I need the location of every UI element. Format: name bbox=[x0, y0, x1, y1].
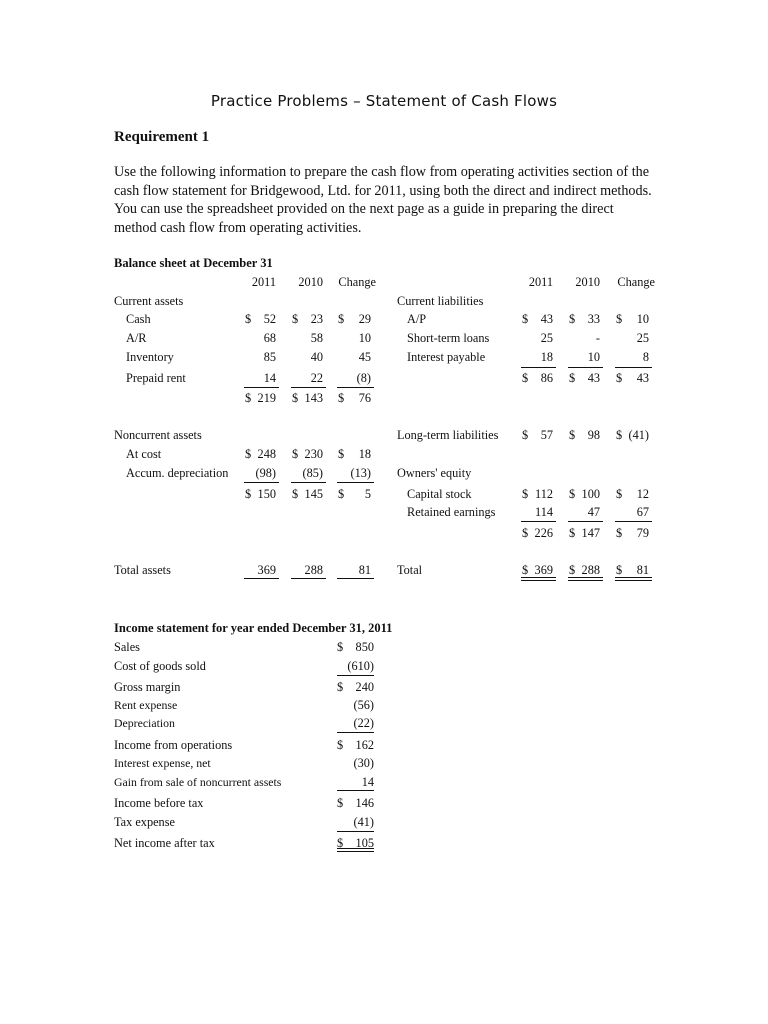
long-term-row-dollar-sign: $ bbox=[569, 428, 576, 442]
noncurrent-row-y2010: (85) bbox=[302, 466, 323, 480]
income-row-dollar-sign: $ bbox=[337, 640, 344, 654]
equity-label: Capital stock bbox=[407, 487, 472, 501]
income-row-dollar-sign: $ bbox=[337, 738, 344, 752]
long-term-row-y2011: 57 bbox=[540, 428, 553, 442]
underline bbox=[615, 367, 652, 368]
noncurrent-total-change: 5 bbox=[364, 487, 371, 501]
underline bbox=[615, 521, 652, 522]
liability-row-y2010: - bbox=[595, 331, 600, 345]
asset-row-dollar-sign: $ bbox=[245, 312, 252, 326]
underline bbox=[337, 732, 374, 733]
liability-label: Interest payable bbox=[407, 350, 486, 364]
income-row-value: (41) bbox=[353, 815, 374, 829]
income-row-value: (22) bbox=[353, 716, 374, 730]
income-row-label: Cost of goods sold bbox=[114, 659, 206, 673]
noncurrent-row-y2011: 248 bbox=[257, 447, 276, 461]
current-assets-total-dollar-sign: $ bbox=[338, 391, 345, 405]
current-assets-total-dollar-sign: $ bbox=[292, 391, 299, 405]
long-term-row-dollar-sign: $ bbox=[522, 428, 529, 442]
equity-row-dollar-sign: $ bbox=[569, 487, 576, 501]
current-assets-total-y2011: 219 bbox=[257, 391, 276, 405]
asset-row-y2011: 52 bbox=[263, 312, 276, 326]
underline bbox=[337, 578, 374, 579]
income-row-value: (610) bbox=[347, 659, 374, 673]
liability-row-y2011: 43 bbox=[540, 312, 553, 326]
asset-row-dollar-sign: $ bbox=[338, 312, 345, 326]
col-header-2011: 2011 bbox=[251, 275, 276, 289]
noncurrent-row-dollar-sign: $ bbox=[338, 447, 345, 461]
current-liabilities-total-dollar-sign: $ bbox=[616, 371, 623, 385]
equity-total-dollar-sign: $ bbox=[569, 526, 576, 540]
income-row-value: 240 bbox=[355, 680, 374, 694]
double-underline bbox=[521, 577, 556, 581]
equity-total-dollar-sign: $ bbox=[616, 526, 623, 540]
liability-row-dollar-sign: $ bbox=[616, 312, 623, 326]
balance-sheet-heading: Balance sheet at December 31 bbox=[114, 256, 273, 270]
liability-label: A/P bbox=[407, 312, 427, 326]
underline bbox=[337, 831, 374, 832]
income-row-label: Net income after tax bbox=[114, 836, 215, 850]
asset-row-y2011: 85 bbox=[263, 350, 276, 364]
underline bbox=[244, 578, 279, 579]
col-header-2010: 2010 bbox=[575, 275, 600, 289]
current-assets-total-y2010: 143 bbox=[304, 391, 323, 405]
equity-row-y2011: 112 bbox=[535, 487, 553, 501]
total-assets-label: Total assets bbox=[114, 563, 171, 577]
current-liabilities-total-y2011: 86 bbox=[540, 371, 553, 385]
asset-row-dollar-sign: $ bbox=[292, 312, 299, 326]
liability-row-dollar-sign: $ bbox=[569, 312, 576, 326]
liability-row-change: 10 bbox=[636, 312, 649, 326]
asset-row-y2011: 68 bbox=[263, 331, 276, 345]
long-term-row-y2010: 98 bbox=[587, 428, 600, 442]
income-row-value: 850 bbox=[355, 640, 374, 654]
long-term-liabilities-label: Long-term liabilities bbox=[397, 428, 499, 442]
income-row-value: 14 bbox=[361, 775, 374, 789]
current-liabilities-total-change: 43 bbox=[636, 371, 649, 385]
equity-total-y2011: 226 bbox=[534, 526, 553, 540]
liability-row-dollar-sign: $ bbox=[522, 312, 529, 326]
total-row-y2011: 369 bbox=[534, 563, 553, 577]
total-assets-row-y2011: 369 bbox=[257, 563, 276, 577]
long-term-row-dollar-sign: $ bbox=[616, 428, 623, 442]
asset-row-y2010: 58 bbox=[310, 331, 323, 345]
noncurrent-total-dollar-sign: $ bbox=[245, 487, 252, 501]
underline bbox=[337, 482, 374, 483]
col-header-change: Change bbox=[338, 275, 376, 289]
col-header-2011: 2011 bbox=[528, 275, 553, 289]
double-underline bbox=[337, 848, 374, 852]
noncurrent-total-dollar-sign: $ bbox=[338, 487, 345, 501]
noncurrent-row-y2011: (98) bbox=[255, 466, 276, 480]
liability-row-change: 25 bbox=[636, 331, 649, 345]
income-row-label: Gain from sale of noncurrent assets bbox=[114, 775, 282, 789]
underline bbox=[568, 367, 603, 368]
noncurrent-label: Accum. depreciation bbox=[126, 466, 229, 480]
noncurrent-total-dollar-sign: $ bbox=[292, 487, 299, 501]
asset-label: Prepaid rent bbox=[126, 371, 186, 385]
income-row-value: 105 bbox=[355, 836, 374, 850]
asset-row-y2010: 23 bbox=[310, 312, 323, 326]
underline bbox=[291, 482, 326, 483]
income-row-label: Interest expense, net bbox=[114, 756, 211, 770]
equity-row-y2010: 47 bbox=[587, 505, 600, 519]
underline bbox=[568, 521, 603, 522]
equity-total-dollar-sign: $ bbox=[522, 526, 529, 540]
equity-row-change: 67 bbox=[636, 505, 649, 519]
owners-equity-label: Owners' equity bbox=[397, 466, 472, 480]
asset-row-change: (8) bbox=[356, 371, 371, 385]
double-underline bbox=[615, 577, 652, 581]
income-row-value: (30) bbox=[353, 756, 374, 770]
total-assets-row-y2010: 288 bbox=[304, 563, 323, 577]
current-liabilities-total-dollar-sign: $ bbox=[569, 371, 576, 385]
income-row-label: Sales bbox=[114, 640, 140, 654]
current-liabilities-total-y2010: 43 bbox=[587, 371, 600, 385]
equity-row-change: 12 bbox=[636, 487, 649, 501]
income-row-label: Rent expense bbox=[114, 698, 178, 712]
asset-label: Inventory bbox=[126, 350, 174, 364]
total-assets-row-change: 81 bbox=[358, 563, 371, 577]
income-row-label: Depreciation bbox=[114, 716, 175, 730]
asset-row-y2011: 14 bbox=[263, 371, 276, 385]
income-row-label: Income before tax bbox=[114, 796, 204, 810]
noncurrent-row-y2010: 230 bbox=[304, 447, 323, 461]
underline bbox=[521, 367, 556, 368]
noncurrent-total-y2011: 150 bbox=[257, 487, 276, 501]
asset-row-change: 45 bbox=[358, 350, 371, 364]
total-row-dollar-sign: $ bbox=[522, 563, 529, 577]
income-row-value: (56) bbox=[353, 698, 374, 712]
underline bbox=[521, 521, 556, 522]
income-statement-heading: Income statement for year ended December 31, 2011 bbox=[114, 621, 393, 635]
asset-row-change: 29 bbox=[358, 312, 371, 326]
noncurrent-total-y2010: 145 bbox=[304, 487, 323, 501]
equity-row-dollar-sign: $ bbox=[616, 487, 623, 501]
liability-label: Short-term loans bbox=[407, 331, 490, 345]
equity-total-change: 79 bbox=[636, 526, 649, 540]
underline bbox=[291, 578, 326, 579]
income-row-value: 146 bbox=[355, 796, 374, 810]
noncurrent-label: At cost bbox=[126, 447, 162, 461]
equity-label: Retained earnings bbox=[407, 505, 496, 519]
income-row-label: Income from operations bbox=[114, 738, 233, 752]
underline bbox=[244, 482, 279, 483]
asset-row-y2010: 22 bbox=[310, 371, 323, 385]
current-assets-total-change: 76 bbox=[358, 391, 371, 405]
income-row-value: 162 bbox=[355, 738, 374, 752]
asset-row-y2010: 40 bbox=[310, 350, 323, 364]
underline bbox=[337, 790, 374, 791]
double-underline bbox=[568, 577, 603, 581]
equity-total-y2010: 147 bbox=[581, 526, 600, 540]
noncurrent-row-change: 18 bbox=[358, 447, 371, 461]
underline bbox=[291, 387, 326, 388]
equity-row-y2011: 114 bbox=[535, 505, 553, 519]
underline bbox=[337, 387, 374, 388]
equity-row-y2010: 100 bbox=[581, 487, 600, 501]
noncurrent-assets-label: Noncurrent assets bbox=[114, 428, 202, 442]
page-title: Practice Problems – Statement of Cash Flows bbox=[210, 92, 558, 110]
income-row-dollar-sign: $ bbox=[337, 836, 344, 850]
noncurrent-row-dollar-sign: $ bbox=[292, 447, 299, 461]
liability-row-y2010: 10 bbox=[587, 350, 600, 364]
liability-row-y2011: 25 bbox=[540, 331, 553, 345]
current-assets-total-dollar-sign: $ bbox=[245, 391, 252, 405]
equity-row-dollar-sign: $ bbox=[522, 487, 529, 501]
asset-row-change: 10 bbox=[358, 331, 371, 345]
underline bbox=[337, 675, 374, 676]
noncurrent-row-change: (13) bbox=[350, 466, 371, 480]
underline bbox=[244, 387, 279, 388]
liability-row-y2010: 33 bbox=[587, 312, 600, 326]
total-label: Total bbox=[397, 563, 423, 577]
noncurrent-row-dollar-sign: $ bbox=[245, 447, 252, 461]
income-row-label: Gross margin bbox=[114, 680, 181, 694]
intro-paragraph: Use the following information to prepare the cash flow from operating activities section of the cash flow statement for Bridgewood, Ltd. for 2011, using both the direct and indirect methods. You can use the spreadsheet provided on the next page as a guide in preparing the direct method cash flow from operating activities. bbox=[114, 164, 652, 236]
requirement-heading: Requirement 1 bbox=[114, 129, 210, 145]
col-header-change: Change bbox=[617, 275, 655, 289]
asset-label: A/R bbox=[126, 331, 147, 345]
income-row-label: Tax expense bbox=[114, 815, 175, 829]
total-row-change: 81 bbox=[636, 563, 649, 577]
asset-label: Cash bbox=[126, 312, 151, 326]
current-assets-label: Current assets bbox=[114, 294, 184, 308]
total-row-dollar-sign: $ bbox=[569, 563, 576, 577]
total-row-dollar-sign: $ bbox=[616, 563, 623, 577]
total-row-y2010: 288 bbox=[581, 563, 600, 577]
current-liabilities-total-dollar-sign: $ bbox=[522, 371, 529, 385]
income-row-dollar-sign: $ bbox=[337, 796, 344, 810]
liability-row-y2011: 18 bbox=[540, 350, 553, 364]
current-liabilities-label: Current liabilities bbox=[397, 294, 484, 308]
liability-row-change: 8 bbox=[642, 350, 649, 364]
long-term-row-change: (41) bbox=[628, 428, 649, 442]
col-header-2010: 2010 bbox=[298, 275, 323, 289]
income-row-dollar-sign: $ bbox=[337, 680, 344, 694]
